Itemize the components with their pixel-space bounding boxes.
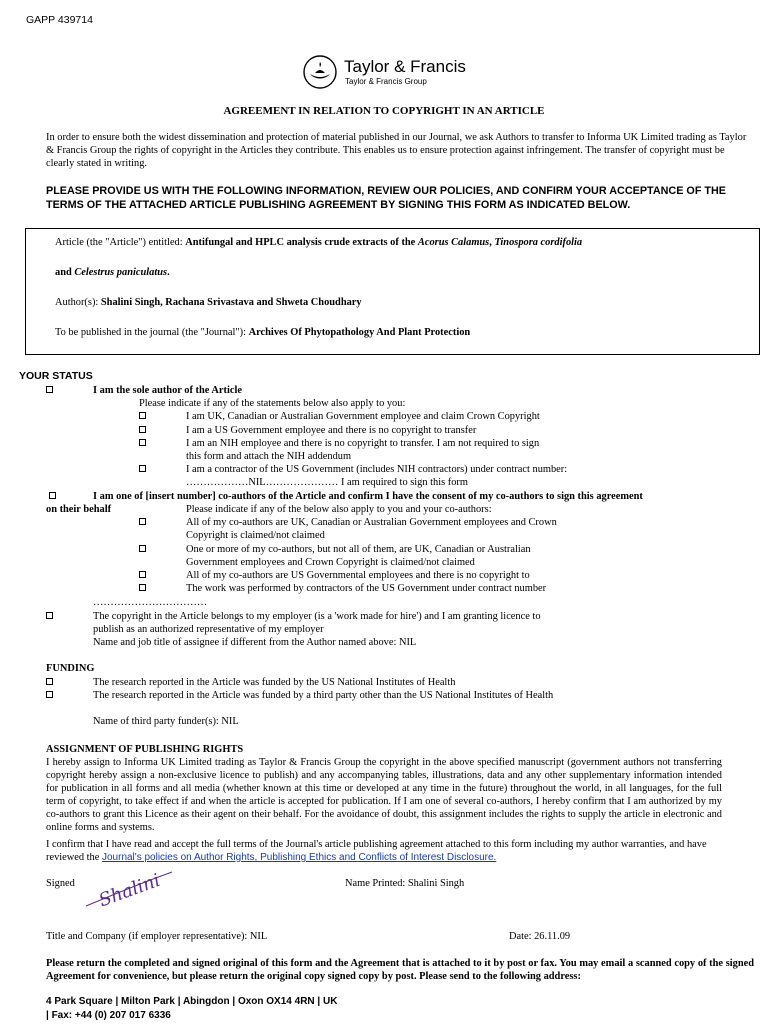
lamp-icon xyxy=(303,55,337,89)
employer-label: The copyright in the Article belongs to my employer (is a 'work made for hire') and I am granting licence to xyxy=(93,611,541,622)
sole-author-checkbox[interactable] xyxy=(46,384,53,397)
intro-paragraph: In order to ensure both the widest dissemination and protection of material published in our Journal, we ask Authors to transfer to Informa UK Limited trading as Taylor & Francis Group the rights of copyright in the Articles they contribute. This enables us to ensure protection against infringement. The transfer of copyright must be clearly stated in writing. xyxy=(46,132,747,169)
co-item: The work was performed by contractors of the US Government under contract number xyxy=(186,583,547,594)
funding-item: The research reported in the Article was funded by the US National Institutes of Health xyxy=(93,677,456,688)
crown-copyright-checkbox[interactable] xyxy=(139,410,146,423)
return-address: 4 Park Square | Milton Park | Abingdon | Oxon OX14 4RN | UK xyxy=(46,996,338,1007)
co-some-crown-checkbox[interactable] xyxy=(139,543,146,556)
co-item: All of my co-authors are US Governmental employees and there is no copyright to xyxy=(186,570,530,581)
coauthor-checkbox[interactable] xyxy=(49,490,56,503)
employer-label-cont: publish as an authorized representative of my employer xyxy=(93,624,324,635)
contractor-checkbox[interactable] xyxy=(139,463,146,476)
third-party-funding-checkbox[interactable] xyxy=(46,689,53,702)
sole-item: I am UK, Canadian or Australian Government employee and claim Crown Copyright xyxy=(186,411,540,422)
sole-item: this form and attach the NIH addendum xyxy=(186,451,352,462)
co-contractor-checkbox[interactable] xyxy=(139,582,146,595)
nih-checkbox[interactable] xyxy=(139,437,146,450)
assignment-body: I hereby assign to Informa UK Limited trading as Taylor & Francis Group the copyright in the above specified manuscript (government authors not transferring copyright hereby assign a non-exclusive licence to publish) and any accompanying tables, illustrations, data and any other supplementary information intended for publication in all forms and all media (whether known at this time or developed at any time in the future) throughout the world, in all languages, for the full term of copyright, to take effect if and when the article is accepted for publication. If I am one of several co-authors, I hereby confirm that I am authorized by my co-authors to grant this Licence as their agent on their behalf. For the avoidance of doubt, this assignment includes the rights to supply the article in electronic and online forms and systems. xyxy=(46,757,722,833)
coauthor-note: Please indicate if any of the below also apply to you and your co-authors: xyxy=(186,504,492,515)
status-heading: YOUR STATUS xyxy=(19,370,93,382)
coauthor-label: I am one of [insert number] co-authors of the Article and confirm I have the consent of my co-authors to sign this agreement xyxy=(93,491,643,502)
coauthor-label-cont: on their behalf xyxy=(46,504,112,515)
logo-sub: Taylor & Francis Group xyxy=(345,77,427,86)
article-title-line: Article (the "Article") entitled: Antifungal and HPLC analysis crude extracts of the Acorus Calamus, Tinospora cordifolia xyxy=(55,237,583,248)
fax-number: | Fax: +44 (0) 207 017 6336 xyxy=(46,1010,171,1021)
co-us-gov-checkbox[interactable] xyxy=(139,569,146,582)
logo-name: Taylor & Francis xyxy=(344,57,466,76)
sole-item: I am a US Government employee and there is no copyright to transfer xyxy=(186,425,477,436)
signature-image xyxy=(80,866,180,912)
journal-line: To be published in the journal (the "Journal"): Archives Of Phytopathology And Plant Protection xyxy=(55,327,471,338)
co-item: Copyright is claimed/not claimed xyxy=(186,530,325,541)
name-printed: Name Printed: Shalini Singh xyxy=(345,878,465,889)
document-code: GAPP 439714 xyxy=(26,14,93,26)
policies-link[interactable]: Journal's policies on Author Rights, Publishing Ethics and Conflicts of Interest Disclosure. xyxy=(101,852,497,863)
co-item: Government employees and Crown Copyright is claimed/not claimed xyxy=(186,557,475,568)
date-field: Date: 26.11.09 xyxy=(509,931,571,942)
us-gov-checkbox[interactable] xyxy=(139,424,146,437)
third-party-funder-field[interactable]: Name of third party funder(s): NIL xyxy=(93,716,239,727)
co-item: One or more of my co-authors, but not all of them, are UK, Canadian or Australian xyxy=(186,544,531,555)
contract-number-field[interactable]: ………………NIL………………… I am required to sign this form xyxy=(186,477,468,488)
signed-label: Signed xyxy=(46,878,75,889)
nih-funding-checkbox[interactable] xyxy=(46,676,53,689)
sole-item: I am a contractor of the US Government (includes NIH contractors) under contract number: xyxy=(186,464,568,475)
page-title: AGREEMENT IN RELATION TO COPYRIGHT IN AN ARTICLE xyxy=(223,105,545,117)
title-company-field: Title and Company (if employer representative): NIL xyxy=(46,931,268,942)
authors-line: Author(s): Shalini Singh, Rachana Srivastava and Shweta Choudhary xyxy=(55,297,362,308)
svg-text:Shalini: Shalini xyxy=(96,869,164,912)
co-contract-number-field[interactable]: …………………………… xyxy=(93,597,208,608)
assignee-field[interactable]: Name and job title of assignee if different from the Author named above: NIL xyxy=(93,637,417,648)
funding-heading: FUNDING xyxy=(46,663,95,674)
return-instructions: Please return the completed and signed original of this form and the Agreement that is attached to it by post or fax. You may email a scanned copy of the signed Agreement for convenience, but please return the original copy signed copy by post. Please send to the following address: xyxy=(46,958,754,982)
sole-item: I am an NIH employee and there is no copyright to transfer. I am not required to sign xyxy=(186,438,540,449)
co-crown-checkbox[interactable] xyxy=(139,516,146,529)
funding-item: The research reported in the Article was funded by a third party other than the US National Institutes of Health xyxy=(93,690,554,701)
employer-checkbox[interactable] xyxy=(46,610,53,623)
assignment-heading: ASSIGNMENT OF PUBLISHING RIGHTS xyxy=(46,744,244,755)
assignment-confirm: I confirm that I have read and accept the full terms of the Journal's article publishing agreement attached to this form including my author warranties, and have reviewed the Journal's policies on Author Rights, Publishing Ethics and Conflicts of Interest Disclosure. xyxy=(46,839,707,863)
co-item: All of my co-authors are UK, Canadian or Australian Government employees and Crown xyxy=(186,517,557,528)
sole-author-label: I am the sole author of the Article xyxy=(93,385,243,396)
instruction-paragraph: PLEASE PROVIDE US WITH THE FOLLOWING INFORMATION, REVIEW OUR POLICIES, AND CONFIRM YOUR ACCEPTANCE OF THE TERMS OF THE ATTACHED ARTICLE PUBLISHING AGREEMENT BY SIGNING THIS FORM AS INDICATED BELOW. xyxy=(46,185,727,211)
sole-author-note: Please indicate if any of the statements below also apply to you: xyxy=(139,398,406,409)
article-title-line2: and Celestrus paniculatus. xyxy=(55,267,170,278)
